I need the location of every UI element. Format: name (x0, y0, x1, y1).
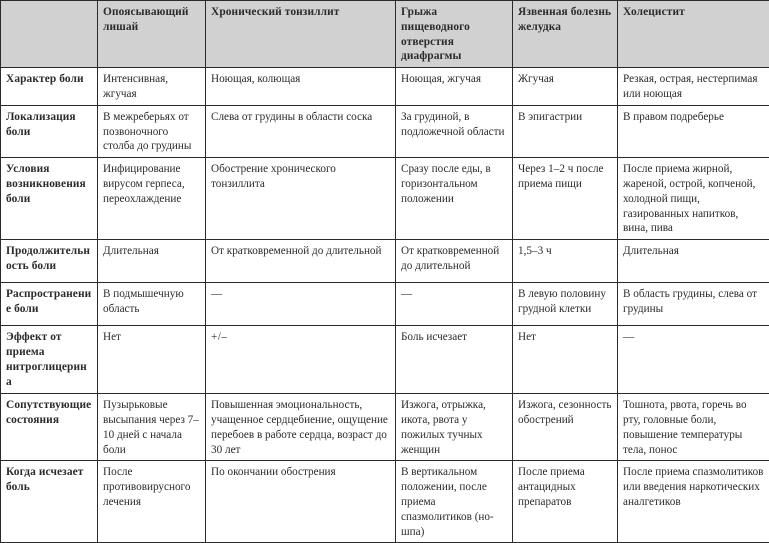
table-cell: Интенсивная, жгучая (98, 68, 206, 106)
header-row (1, 1, 769, 68)
table-cell: Жгучая (513, 68, 618, 106)
table-cell: От кратковременной до длительной (206, 240, 396, 283)
table-header (1, 1, 769, 68)
table-cell: В область грудины, слева от грудины (618, 283, 769, 326)
row-header-pain-duration: Продолжительность боли (1, 240, 98, 283)
table-row (1, 394, 769, 461)
row-header-pain-localization: Локализация боли (1, 105, 98, 157)
column-header-hiatal-hernia: Грыжа пищеводного отверстия диафрагмы (396, 1, 513, 68)
table-cell: В эпигастрии (513, 105, 618, 157)
table-cell: — (396, 283, 513, 326)
table-cell: За грудиной, в подложечной области (396, 105, 513, 157)
table-cell: Длительная (618, 240, 769, 283)
table-cell: От кратковременной до длительной (396, 240, 513, 283)
table-row (1, 240, 769, 283)
table-cell: — (618, 326, 769, 394)
table-cell: После приема жирной, жареной, острой, копченой, холодной пищи, газированных напитков, вина, пива (618, 158, 769, 240)
table-row (1, 283, 769, 326)
table-row (1, 158, 769, 240)
table-cell: Ноющая, колющая (206, 68, 396, 106)
table-cell: Повышенная эмоциональность, учащенное сердцебиение, ощущение перебоев в работе сердца, возраст до 30 лет (206, 394, 396, 461)
table-cell: После приема спазмолитиков или введения наркотических аналгетиков (618, 461, 769, 543)
table-cell: Нет (513, 326, 618, 394)
table-cell: Длительная (98, 240, 206, 283)
row-header-nitroglycerin-effect: Эффект от приема нитроглицерина (1, 326, 98, 394)
column-header-chronic-tonsillitis: Хронический тонзиллит (206, 1, 396, 68)
row-header-pain-radiation: Распространение боли (1, 283, 98, 326)
table-cell: После противовирусного лечения (98, 461, 206, 543)
table-cell: Инфицирование вирусом герпеса, переохлаждение (98, 158, 206, 240)
table-cell: Тошнота, рвота, горечь во рту, головные боли, повышение температуры тела, понос (618, 394, 769, 461)
table-row (1, 68, 769, 106)
table-cell: Пузырьковые высыпания через 7–10 дней с начала боли (98, 394, 206, 461)
table-cell: В межреберьях от позвоночного столба до грудины (98, 105, 206, 157)
table-body (1, 68, 769, 543)
table-cell: По окончании обострения (206, 461, 396, 543)
row-header-onset-conditions: Условия возникновения боли (1, 158, 98, 240)
row-header-pain-character: Характер боли (1, 68, 98, 106)
table-cell: Изжога, отрыжка, икота, рвота у пожилых тучных женщин (396, 394, 513, 461)
row-header-concomitant-conditions: Сопутствующие состояния (1, 394, 98, 461)
table-cell: Резкая, острая, нестерпимая или ноющая (618, 68, 769, 106)
row-header-pain-relief: Когда исчезает боль (1, 461, 98, 543)
table-cell: Изжога, сезонность обострений (513, 394, 618, 461)
column-header-shingles: Опоясывающий лишай (98, 1, 206, 68)
column-header-cholecystitis: Холецистит (618, 1, 769, 68)
table-cell: 1,5–3 ч (513, 240, 618, 283)
table-cell: Через 1–2 ч после приема пищи (513, 158, 618, 240)
table-cell: После приема антацидных препаратов (513, 461, 618, 543)
table-cell: В левую половину грудной клетки (513, 283, 618, 326)
table-row (1, 105, 769, 157)
table-cell: В вертикальном положении, после приема спазмолитиков (но-шпа) (396, 461, 513, 543)
table-cell: Слева от грудины в области соска (206, 105, 396, 157)
table-cell: В правом подреберье (618, 105, 769, 157)
table-cell: Сразу после еды, в горизонтальном положении (396, 158, 513, 240)
table-row (1, 461, 769, 543)
table-cell: Ноющая, жгучая (396, 68, 513, 106)
table-row (1, 326, 769, 394)
table-corner-cell (1, 1, 98, 68)
table-cell: — (206, 283, 396, 326)
table-cell: Обострение хронического тонзиллита (206, 158, 396, 240)
table-cell: Боль исчезает (396, 326, 513, 394)
table-cell: Нет (98, 326, 206, 394)
column-header-gastric-ulcer: Язвенная болезнь желудка (513, 1, 618, 68)
table-cell: +/– (206, 326, 396, 394)
table-cell: В подмышечную область (98, 283, 206, 326)
